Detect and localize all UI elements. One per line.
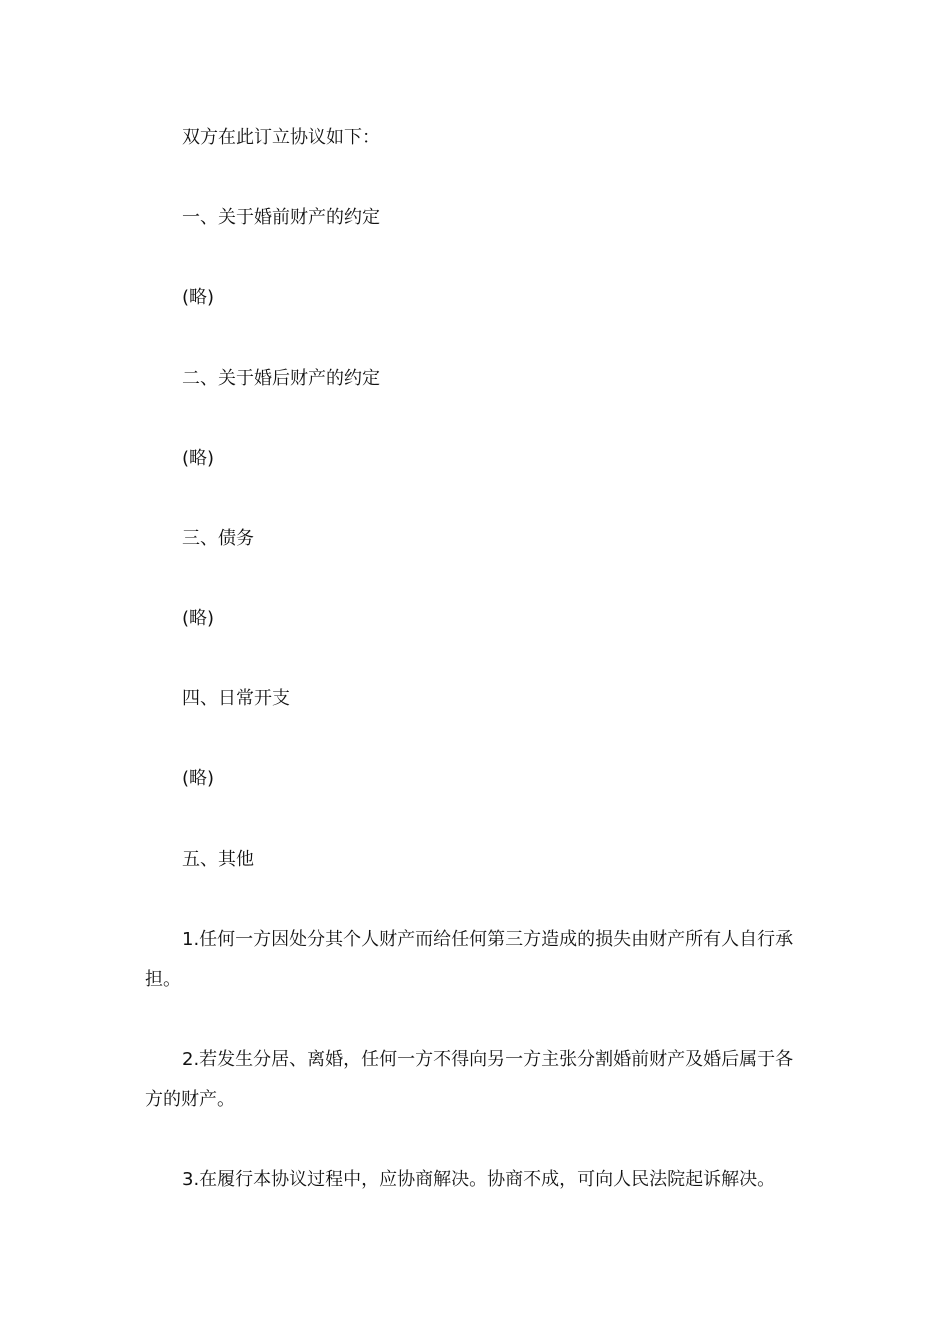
paragraph-omitted-1: (略) <box>182 287 215 308</box>
paragraph-omitted-3: (略) <box>182 608 215 629</box>
heading-section-3: 三、债务 <box>182 528 254 549</box>
clause-1: 1.任何一方因处分其个人财产而给任何第三方造成的损失由财产所有人自行承担。 <box>145 929 794 990</box>
clause-2: 2.若发生分居、离婚，任何一方不得向另一方主张分割婚前财产及婚后属于各方的财产。 <box>145 1049 794 1110</box>
paragraph-omitted-2: (略) <box>182 448 215 469</box>
paragraph-intro: 双方在此订立协议如下： <box>182 127 380 148</box>
heading-section-4: 四、日常开支 <box>182 688 290 709</box>
heading-section-1: 一、关于婚前财产的约定 <box>182 207 380 228</box>
heading-section-5: 五、其他 <box>182 849 254 870</box>
heading-section-2: 二、关于婚后财产的约定 <box>182 368 380 389</box>
clause-3: 3.在履行本协议过程中，应协商解决。协商不成，可向人民法院起诉解决。 <box>182 1169 776 1190</box>
paragraph-omitted-4: (略) <box>182 768 215 789</box>
